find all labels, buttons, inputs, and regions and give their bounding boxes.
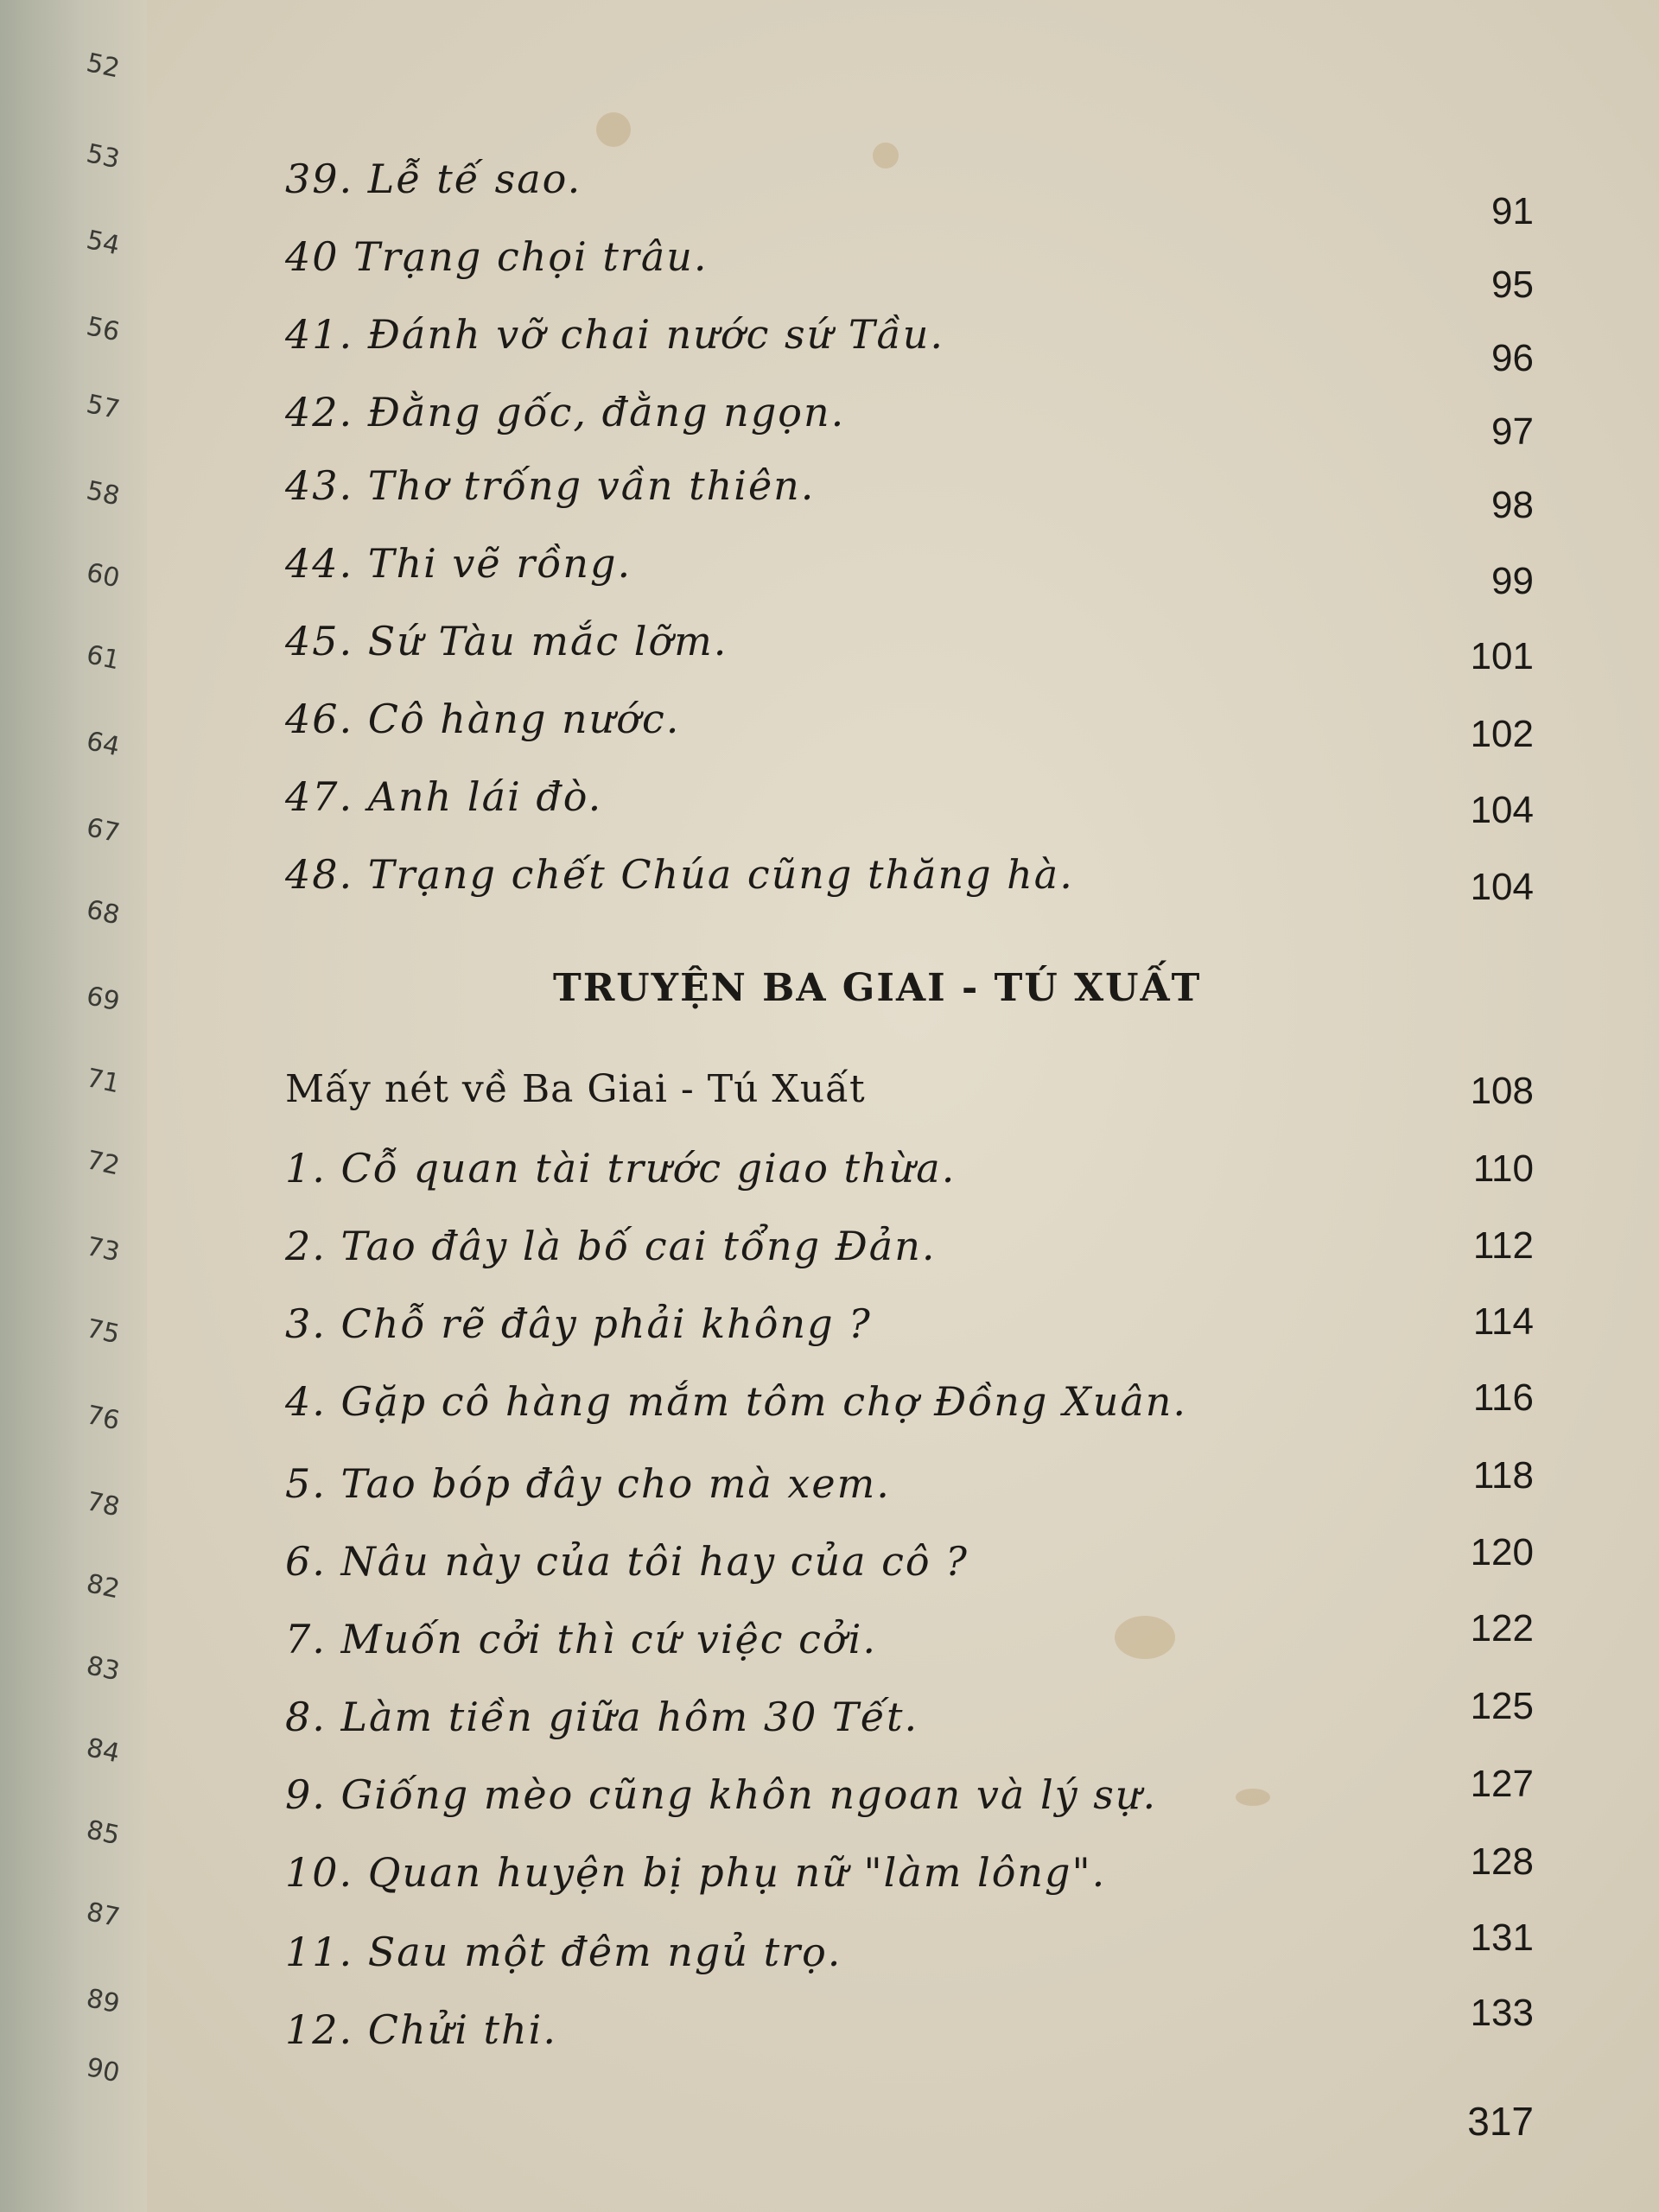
toc-entry-title: 47. Anh lái đò. bbox=[285, 773, 603, 820]
margin-number: 58 bbox=[83, 475, 123, 512]
margin-number: 64 bbox=[83, 726, 123, 763]
toc-entry-page: 120 bbox=[1470, 1531, 1534, 1573]
margin-number: 67 bbox=[83, 812, 123, 849]
toc-entry-page: 112 bbox=[1472, 1224, 1534, 1267]
margin-number: 82 bbox=[83, 1568, 123, 1605]
toc-entry-page: 131 bbox=[1470, 1916, 1534, 1959]
toc-entry-title: 39. Lễ tế sao. bbox=[285, 156, 582, 202]
margin-number: 87 bbox=[83, 1897, 123, 1934]
toc-entry-title: 41. Đánh vỡ chai nước sứ Tầu. bbox=[285, 311, 944, 358]
toc-entry-page: 125 bbox=[1470, 1685, 1534, 1727]
margin-number: 78 bbox=[83, 1486, 123, 1523]
toc-entry-title: 45. Sứ Tàu mắc lỡm. bbox=[285, 618, 728, 664]
toc-entry-page: 128 bbox=[1470, 1840, 1534, 1883]
margin-number: 53 bbox=[83, 138, 123, 175]
toc-entry-page: 114 bbox=[1472, 1300, 1534, 1343]
toc-entry-title: 43. Thơ trống vần thiên. bbox=[285, 462, 816, 509]
toc-entry-title: 11. Sau một đêm ngủ trọ. bbox=[285, 1929, 842, 1975]
toc-entry-page: 96 bbox=[1491, 337, 1534, 379]
toc-entry-title: 6. Nâu này của tôi hay của cô ? bbox=[285, 1538, 969, 1585]
margin-number: 73 bbox=[83, 1231, 123, 1268]
toc-entry-title: 12. Chửi thi. bbox=[285, 2006, 558, 2053]
toc-entry-title: 4. Gặp cô hàng mắm tôm chợ Đồng Xuân. bbox=[285, 1378, 1187, 1425]
previous-page-margin bbox=[0, 0, 147, 2212]
section-intro-page: 108 bbox=[1470, 1070, 1534, 1112]
margin-number: 57 bbox=[83, 389, 123, 426]
toc-entry-title: 46. Cô hàng nước. bbox=[285, 696, 681, 742]
margin-number: 61 bbox=[83, 639, 123, 677]
toc-entry-page: 101 bbox=[1470, 635, 1534, 677]
margin-number: 71 bbox=[83, 1063, 123, 1100]
toc-entry-page: 133 bbox=[1470, 1992, 1534, 2034]
paper-stain bbox=[596, 112, 631, 147]
margin-number: 90 bbox=[83, 2052, 123, 2089]
section-heading: TRUYỆN BA GIAI - TÚ XUẤT bbox=[553, 966, 1202, 1010]
toc-entry-page: 110 bbox=[1472, 1147, 1534, 1190]
paper-stain bbox=[873, 143, 899, 168]
margin-number: 83 bbox=[83, 1650, 123, 1688]
paper-stain bbox=[1115, 1616, 1175, 1659]
toc-entry-page: 97 bbox=[1491, 410, 1534, 453]
margin-number: 84 bbox=[83, 1732, 123, 1770]
toc-entry-page: 104 bbox=[1470, 866, 1534, 908]
toc-entry-title: 5. Tao bóp đây cho mà xem. bbox=[285, 1460, 891, 1507]
margin-number: 52 bbox=[83, 48, 123, 85]
margin-number: 85 bbox=[83, 1815, 123, 1852]
section-intro-title: Mấy nét về Ba Giai - Tú Xuất bbox=[285, 1067, 866, 1111]
toc-entry-page: 91 bbox=[1491, 190, 1534, 232]
margin-number: 56 bbox=[83, 311, 123, 348]
toc-entry-title: 42. Đằng gốc, đằng ngọn. bbox=[285, 389, 846, 435]
toc-entry-title: 8. Làm tiền giữa hôm 30 Tết. bbox=[285, 1694, 919, 1740]
toc-entry-page: 127 bbox=[1470, 1763, 1534, 1805]
toc-entry-title: 40 Trạng chọi trâu. bbox=[285, 233, 709, 280]
paper-stain bbox=[1236, 1789, 1270, 1806]
toc-entry-title: 9. Giống mèo cũng khôn ngoan và lý sự. bbox=[285, 1771, 1158, 1818]
page-number: 317 bbox=[1467, 2099, 1534, 2144]
margin-number: 69 bbox=[83, 981, 123, 1018]
margin-number: 76 bbox=[83, 1400, 123, 1437]
toc-entry-page: 95 bbox=[1491, 264, 1534, 306]
toc-entry-title: 2. Tao đây là bố cai tổng Đản. bbox=[285, 1223, 937, 1269]
toc-entry-page: 104 bbox=[1470, 789, 1534, 831]
toc-entry-page: 98 bbox=[1491, 484, 1534, 526]
toc-entry-page: 116 bbox=[1472, 1376, 1534, 1419]
toc-entry-page: 118 bbox=[1472, 1454, 1534, 1497]
toc-entry-title: 1. Cỗ quan tài trước giao thừa. bbox=[285, 1145, 957, 1192]
toc-entry-title: 48. Trạng chết Chúa cũng thăng hà. bbox=[285, 851, 1074, 898]
toc-entry-page: 122 bbox=[1470, 1607, 1534, 1649]
toc-entry-title: 7. Muốn cởi thì cứ việc cởi. bbox=[285, 1616, 877, 1662]
toc-entry-page: 99 bbox=[1491, 560, 1534, 602]
margin-number: 60 bbox=[83, 557, 123, 594]
toc-entry-title: 10. Quan huyện bị phụ nữ "làm lông". bbox=[285, 1849, 1107, 1896]
margin-number: 54 bbox=[83, 225, 123, 262]
margin-number: 89 bbox=[83, 1983, 123, 2020]
toc-entry-title: 3. Chỗ rẽ đây phải không ? bbox=[285, 1300, 872, 1347]
margin-number: 68 bbox=[83, 894, 123, 931]
margin-number: 75 bbox=[83, 1313, 123, 1351]
toc-entry-page: 102 bbox=[1470, 713, 1534, 755]
toc-entry-title: 44. Thi vẽ rồng. bbox=[285, 540, 632, 587]
margin-number: 72 bbox=[83, 1145, 123, 1182]
